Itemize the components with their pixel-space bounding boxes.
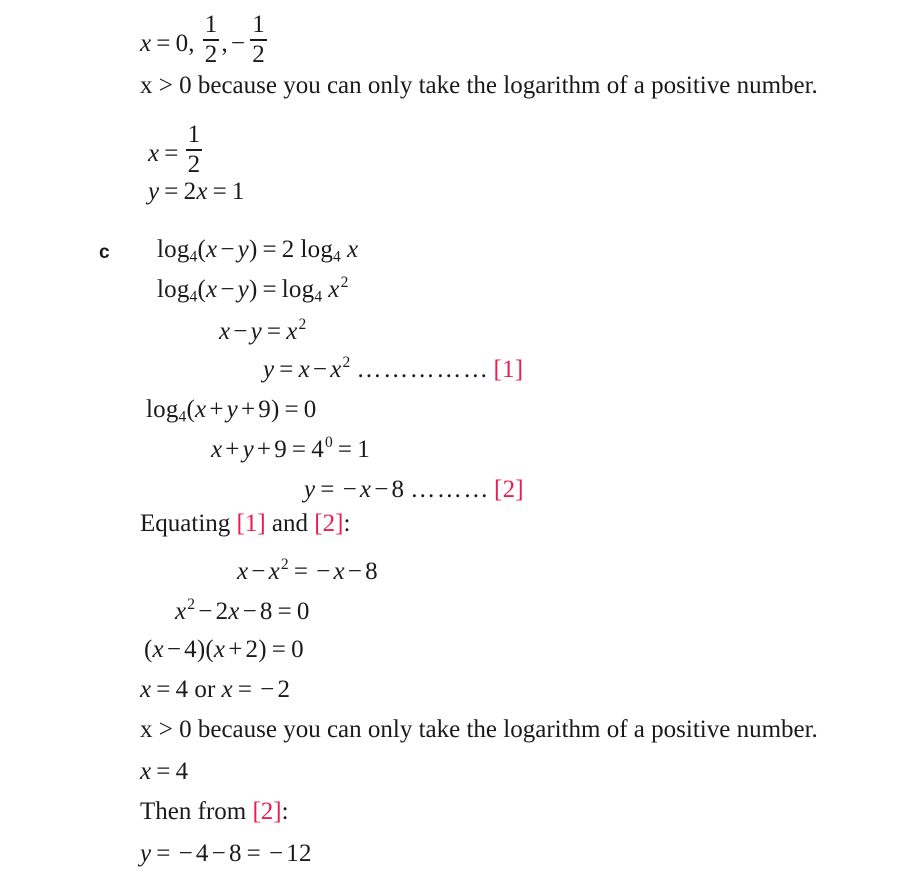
fraction-one-half: $\frac{1}{2}$: [187, 121, 201, 178]
equation-c-line-7: y = − x − 8 ……… [2]: [304, 476, 524, 503]
log-base-4: 4: [189, 248, 198, 266]
equation-c-line-11: (x − 4)(x + 2) = 0: [144, 636, 304, 663]
equation-c-line-10: $x^2 - 2x - 8 = 0$: [175, 596, 310, 625]
statement-then-from: [140, 798, 289, 826]
comma-separator: ,: [221, 30, 228, 57]
colon-text: :: [343, 510, 351, 537]
dot-leader-1: ……………: [356, 356, 490, 383]
exponent-2: 2: [340, 274, 349, 292]
equation-c-line-4: $y = x - x^2$ …………… [1]: [263, 354, 524, 383]
equating-reference-1: [1]: [236, 510, 266, 537]
equating-reference-2: [2]: [314, 510, 344, 537]
log-function-2: log: [300, 236, 334, 263]
equation-c-line-14: x = 4: [140, 758, 189, 785]
equation-x-roots: x = 0, $\frac{1}{2}$ , − $\frac{1}{2}$: [140, 11, 265, 68]
part-label-c: c: [99, 242, 110, 263]
then-from-colon: :: [281, 798, 289, 825]
and-text: and: [271, 510, 309, 537]
equation-reference-1: [1]: [493, 356, 524, 383]
equation-c-line-12: x = 4 or x = − 2: [140, 676, 291, 703]
equation-c-line-2: $\log_4(x - y) = \log_4 x^2$: [157, 274, 349, 306]
equation-c-line-5: $\log_4(x + y + 9) = 0$: [146, 396, 317, 426]
equation-c-line-16: y = − 4 − 8 = − 12: [140, 840, 312, 867]
equation-c-line-3: $x - y = x^2$: [219, 316, 307, 345]
fraction-one-half-positive: $\frac{1}{2}$: [204, 11, 218, 68]
dot-leader-2: ………: [410, 476, 491, 503]
then-from-text: Then from: [140, 798, 247, 825]
statement-positive-log-2: x > 0 because you can only take the logarithm of a positive number.: [140, 716, 818, 743]
fraction-one-half-negative: $\frac{1}{2}$: [252, 11, 265, 68]
equation-reference-2: [2]: [494, 476, 524, 503]
exponent-0: 0: [324, 434, 333, 452]
log-function-1: log: [157, 236, 190, 263]
equating-text: Equating: [140, 510, 231, 537]
equation-y-equals-2x: y = 2x = 1: [148, 178, 245, 205]
equation-x-equals-half: x = $\frac{1}{2}$: [148, 121, 201, 178]
statement-equating: [140, 510, 350, 538]
minus-sign: −: [230, 30, 246, 57]
statement-positive-log-1: x > 0 because you can only take the logarithm of a positive number.: [140, 72, 818, 99]
equation-c-line-6: $x + y + 9 = 4^0 = 1$: [211, 434, 370, 463]
then-from-reference: [2]: [252, 798, 282, 825]
equation-c-line-1: $\log_4(x - y) = 2$ $\log_4 x$: [157, 236, 359, 266]
x-roots-zero: 0,: [175, 30, 195, 57]
equation-c-line-9: $x - x^2$ = − x − 8: [237, 556, 378, 585]
